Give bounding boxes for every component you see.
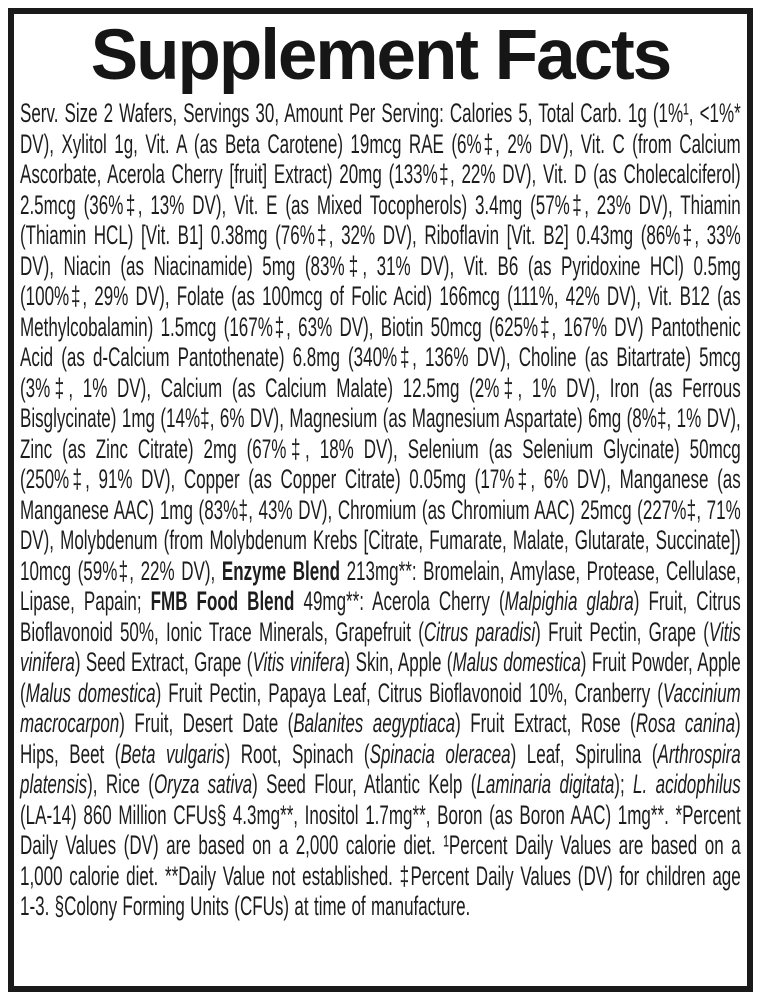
- facts-paragraph: Serv. Size 2 Wafers, Servings 30, Amount Per Serving: Calories 5, Total Carb. 1g (1%¹, <1%* DV), Xylitol 1g, Vit. A (as Beta Carotene) 19mcg RAE (6%‡, 2% DV), Vit. C (from Calcium Ascorbate, Acerola Cherry [fruit] Extract) 20mg (133%‡, 22% DV), Vit. D (as Cholecalciferol) 2.5mcg (36%‡, 13% DV), Vit. E (as Mixed Tocopherols) 3.4mg (57%‡, 23% DV), Thiamin (Thiamin HCL) [Vit. B1] 0.38mg (76%‡, 32% DV), Riboflavin [Vit. B2] 0.43mg (86%‡, 33% DV), Niacin (as Niacinamide) 5mg (83%‡, 31% DV), Vit. B6 (as Pyridoxine HCl) 0.5mg (100%‡, 29% DV), Folate (as 100mcg of Folic Acid) 166mcg (111%, 42% DV), Vit. B12 (as Methylcobalamin) 1.5mcg (167%‡, 63% DV), Biotin 50mcg (625%‡, 167% DV) Pantothenic Acid (as d-Calcium Pantothenate) 6.8mg (340%‡, 136% DV), Choline (as Bitartrate) 5mcg (3%‡, 1% DV), Calcium (as Calcium Malate) 12.5mg (2%‡, 1% DV), Iron (as Ferrous Bisglycinate) 1mg (14%‡, 6% DV), Magnesium (as Magnesium Aspartate) 6mg (8%‡, 1% DV), Zinc (as Zinc Citrate) 2mg (67%‡, 18% DV), Selenium (as Selenium Glycinate) 50mcg (250%‡, 91% DV), Copper (as Copper Citrate) 0.05mg (17%‡, 6% DV), Manganese (as Manganese AAC) 1mg (83%‡, 43% DV), Chromium (as Chromium AAC) 25mcg (227%‡, 71% DV), Molybdenum (from Molybdenum Krebs [Citrate, Fumarate, Malate, Glutarate, Succinate]) 10mcg (59%‡, 22% DV), Enzyme Blend 213mg**: Bromelain, Amylase, Protease, Cellulase, Lipase, Papain; FMB Food Blend 49mg**: Acerola Cherry (Malpighia glabra) Fruit, Citrus Bioflavonoid 50%, Ionic Trace Minerals, Grapefruit (Citrus paradisi) Fruit Pectin, Grape (Vitis vinifera) Seed Extract, Grape (Vitis vinifera) Skin, Apple (Malus domestica) Fruit Powder, Apple (Malus domestica) Fruit Pectin, Papaya Leaf, Citrus Bioflavonoid 10%, Cranberry (Vaccinium macrocarpon) Fruit, Desert Date (Balanites aegyptiaca) Fruit Extract, Rose (Rosa canina) Hips, Beet (Beta vulgaris) Root, Spinach (Spinacia oleracea) Leaf, Spirulina (Arthrospira platensis), Rice (Oryza sativa) Seed Flour, Atlantic Kelp (Laminaria digitata); L. acidophilus (LA-14) 860 Million CFUs§ 4.3mg**, Inositol 1.7mg**, Boron (as Boron AAC) 1mg**. *Percent Daily Values (DV) are based on a 2,000 calorie diet. ¹Percent Daily Values are based on a 1,000 calorie diet. **Daily Value not established. ‡Percent Daily Values (DV) for children age 1-3. §Colony Forming Units (CFUs) at time of manufacture.: [20, 98, 741, 921]
- supplement-facts-panel: [8, 8, 753, 992]
- panel-title: Supplement Facts: [90, 16, 671, 95]
- facts-body: [14, 96, 747, 922]
